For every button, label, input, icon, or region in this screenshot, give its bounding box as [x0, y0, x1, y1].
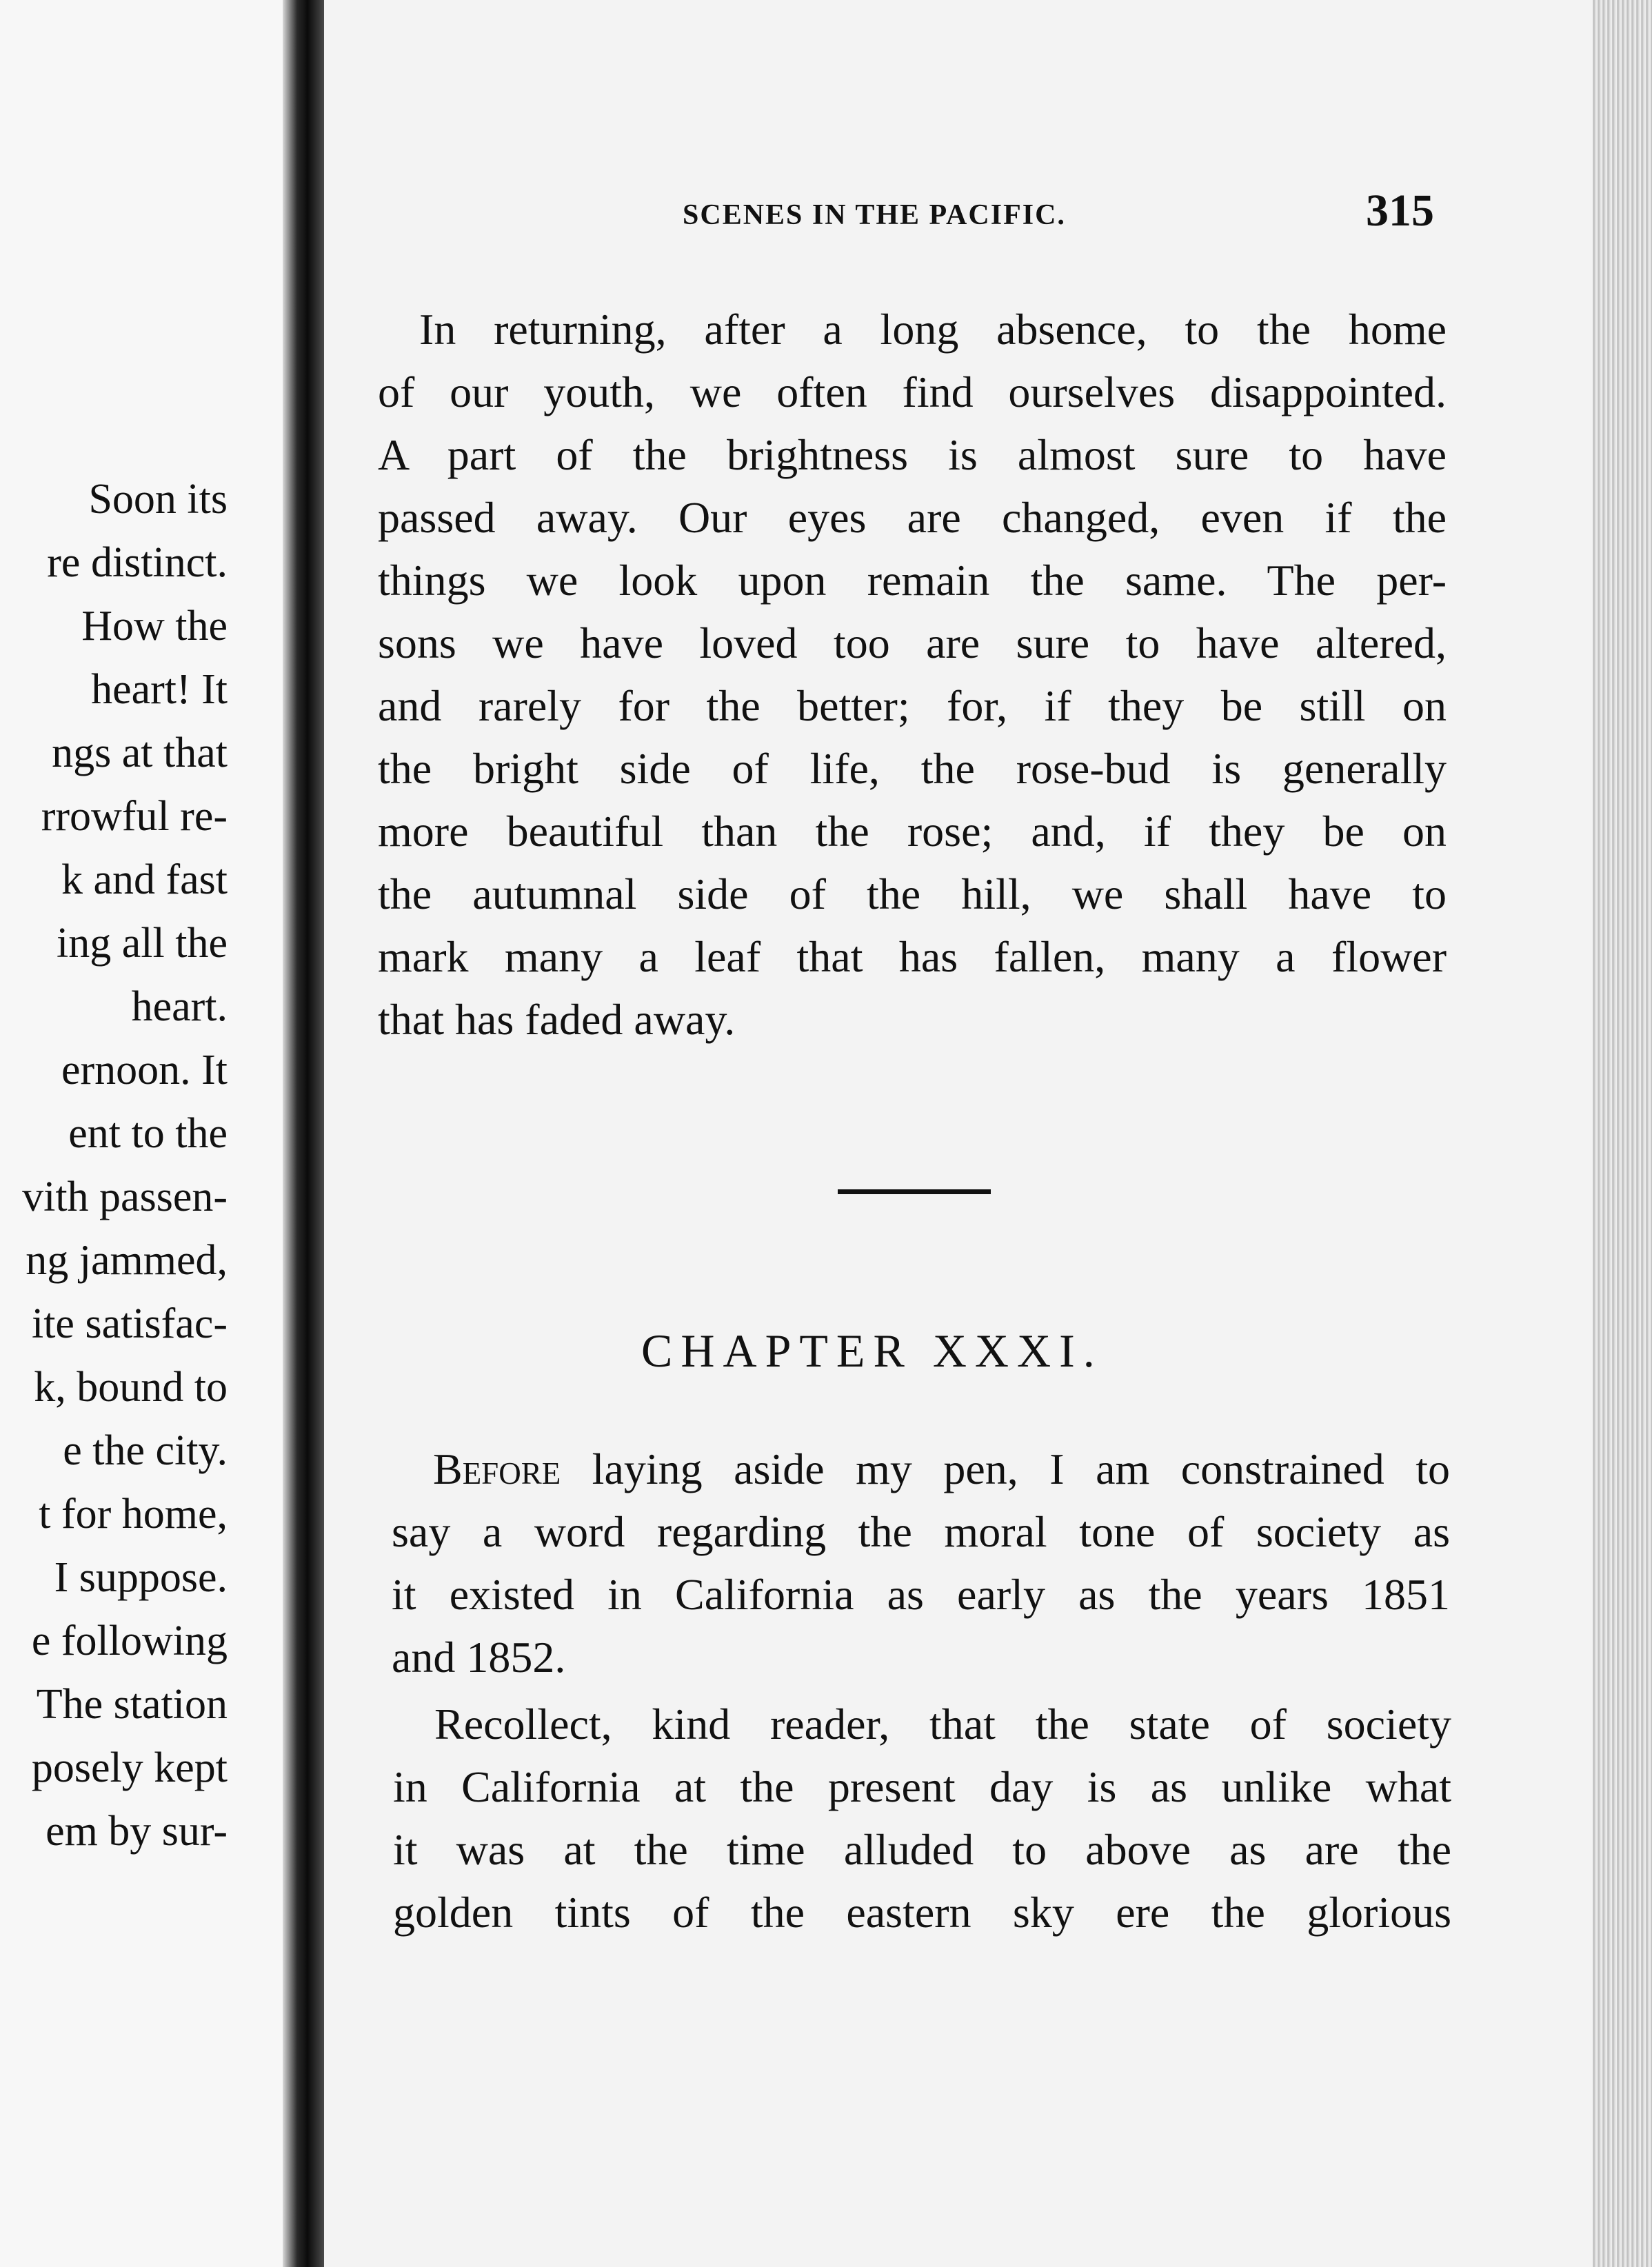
text-line: the autumnal side of the hill, we shall have to — [378, 869, 1447, 918]
text-line: that has faded away. — [378, 995, 736, 1044]
left-page-line: vith passen- — [22, 1173, 228, 1220]
left-page-line: I suppose. — [54, 1554, 228, 1601]
text-line: it was at the time alluded to above as are the — [393, 1825, 1451, 1874]
text-line: say a word regarding the moral tone of society as — [392, 1507, 1450, 1556]
text-line: mark many a leaf that has fallen, many a flower — [378, 932, 1447, 981]
page-edge-stack — [1593, 0, 1652, 2267]
left-page-line: e the city. — [63, 1427, 228, 1474]
text-line-opening — [392, 1438, 1450, 1500]
text-line: of our youth, we often find ourselves disappointed. — [378, 367, 1447, 416]
opening-word: Before — [433, 1444, 561, 1493]
text-line: in California at the present day is as unlike what — [393, 1762, 1451, 1811]
left-page-line: e following — [31, 1618, 228, 1664]
left-page-line: ite satisfac- — [31, 1300, 228, 1347]
left-page-line: k, bound to — [34, 1364, 228, 1411]
text-line: Recollect, kind reader, that the state of society — [434, 1700, 1451, 1749]
left-page-line: ent to the — [68, 1110, 228, 1157]
left-page-line: re distinct. — [47, 539, 228, 586]
left-page-line: The station — [36, 1681, 228, 1728]
text-line: sons we have loved too are sure to have altered, — [378, 618, 1447, 667]
text-line: and 1852. — [392, 1633, 566, 1682]
left-page-line: ng jammed, — [26, 1237, 228, 1284]
text-line: and rarely for the better; for, if they be still on — [378, 681, 1447, 730]
left-page-line: ing all the — [57, 920, 228, 967]
left-page-line: em by sur- — [46, 1808, 228, 1855]
running-title: SCENES IN THE PACIFIC. — [683, 199, 1066, 231]
left-page-line: ernoon. It — [61, 1047, 228, 1094]
left-page-line: heart. — [131, 983, 228, 1030]
opening-line-rest: laying aside my pen, I am constrained to — [561, 1444, 1450, 1493]
left-page-line: rrowful re- — [41, 793, 228, 840]
text-line: In returning, after a long absence, to the home — [419, 305, 1447, 354]
text-line: golden tints of the eastern sky ere the glorious — [393, 1888, 1451, 1937]
paragraph-before-laying-aside — [392, 1438, 1450, 1689]
paragraph-recollect — [393, 1693, 1451, 1944]
left-page-line: Soon its — [88, 476, 228, 523]
text-line: it existed in California as early as the years 1851 — [392, 1570, 1450, 1619]
paragraph-returning-home — [378, 298, 1447, 1051]
left-page-line: k and fast — [61, 856, 228, 903]
text-line: passed away. Our eyes are changed, even if the — [378, 493, 1447, 542]
left-page-line: How the — [81, 603, 228, 649]
text-line: things we look upon remain the same. The per- — [378, 556, 1447, 605]
text-line: more beautiful than the rose; and, if they be on — [378, 807, 1447, 856]
left-page-line: ngs at that — [52, 729, 228, 776]
left-page-line: t for home, — [39, 1491, 228, 1538]
left-page-line: posely kept — [31, 1744, 228, 1791]
left-page-line: heart! It — [91, 666, 228, 713]
book-gutter — [283, 0, 324, 2267]
text-line: A part of the brightness is almost sure to have — [378, 430, 1447, 479]
text-line: the bright side of life, the rose-bud is generally — [378, 744, 1447, 793]
chapter-heading: CHAPTER XXXI. — [641, 1324, 1103, 1377]
section-separator-rule — [838, 1189, 991, 1194]
page-header — [683, 185, 1434, 247]
page-number: 315 — [1366, 185, 1434, 236]
left-facing-page — [0, 0, 290, 2267]
